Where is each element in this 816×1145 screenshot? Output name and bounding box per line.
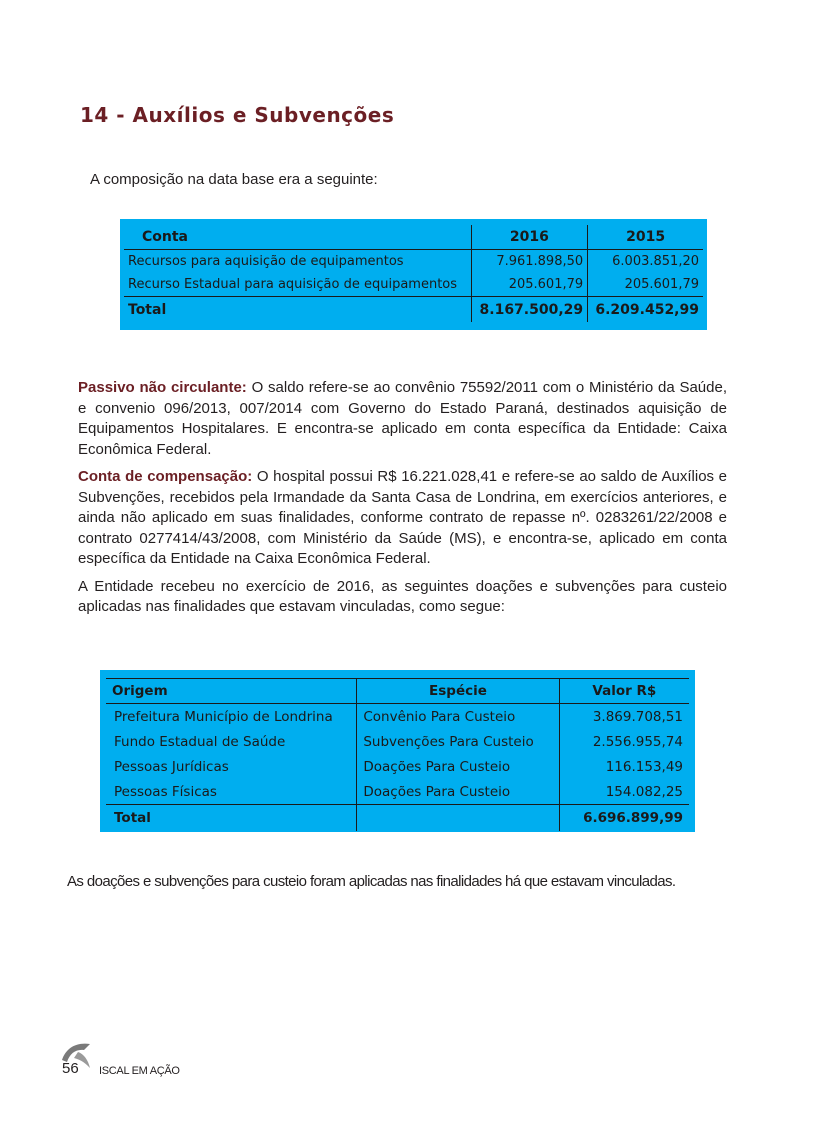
table-cell: 3.869.708,51: [559, 704, 689, 730]
table-cell: Pessoas Jurídicas: [114, 758, 229, 775]
table-cell: 116.153,49: [559, 754, 689, 779]
total-label: Total: [114, 810, 151, 826]
table-cell: Fundo Estadual de Saúde: [114, 733, 286, 750]
paragraph-doacoes: A Entidade recebeu no exercício de 2016, as seguintes doações e subvenções para custeio aplicadas nas finalidades que estavam vinculadas, como segue:: [78, 577, 727, 615]
table-cell: Subvenções Para Custeio: [357, 729, 559, 754]
table-header-row: [124, 225, 703, 250]
table-cell: 205.601,79: [588, 273, 703, 297]
paragraph-passivo: [78, 378, 727, 460]
table-row: [106, 704, 689, 730]
column-header-origem: Origem: [112, 683, 168, 699]
table-row: [124, 250, 703, 274]
table-cell: 7.961.898,50: [471, 250, 588, 274]
column-header-2015: 2015: [588, 225, 703, 250]
page-footer: [60, 1040, 260, 1085]
table-total-row: [124, 297, 703, 323]
table-cell: 6.003.851,20: [588, 250, 703, 274]
donations-table: [100, 670, 695, 832]
column-header-valor: Valor R$: [559, 679, 689, 704]
table-cell: Recurso Estadual para aquisição de equipamentos: [128, 277, 458, 292]
page-number: 56: [62, 1060, 79, 1077]
table-cell: Convênio Para Custeio: [357, 704, 559, 730]
table-row: [106, 779, 689, 805]
table-row: [124, 273, 703, 297]
total-2016: 8.167.500,29: [471, 297, 588, 323]
table-cell: Doações Para Custeio: [357, 754, 559, 779]
column-header-especie: Espécie: [357, 679, 559, 704]
table-row: [106, 754, 689, 779]
total-valor: 6.696.899,99: [559, 805, 689, 832]
paragraph-lead: Passivo não circulante:: [78, 379, 247, 396]
table-cell: 154.082,25: [559, 779, 689, 805]
paragraph-text: O saldo refere-se ao convênio 75592/2011 com o Ministério da Saúde, e convenio 096/2013, 007/2014 com Governo do Estado Paraná, destinados aquisição de Equipamentos Hospitalares. E encontra-se aplicado em conta específica da Entidade: Caixa Econômica Federal.: [78, 379, 727, 458]
body-paragraphs: [78, 378, 727, 625]
closing-text: As doações e subvenções para custeio foram aplicadas nas finalidades há que estavam vinculadas.: [67, 873, 676, 890]
intro-text: A composição na data base era a seguinte:: [90, 171, 378, 188]
total-label: Total: [128, 301, 167, 318]
table-header-row: [106, 679, 689, 704]
table-cell: 2.556.955,74: [559, 729, 689, 754]
total-blank: [357, 805, 559, 832]
total-2015: 6.209.452,99: [588, 297, 703, 323]
accounts-table: [120, 219, 707, 330]
table-cell: Pessoas Físicas: [114, 783, 217, 800]
brand-name: ISCAL EM AÇÃO: [99, 1065, 180, 1077]
section-title: 14 - Auxílios e Subvenções: [80, 103, 395, 127]
table-total-row: [106, 805, 689, 832]
table-row: [106, 729, 689, 754]
paragraph-text: O hospital possui R$ 16.221.028,41 e refere-se ao saldo de Auxílios e Subvenções, recebidos pela Irmandade da Santa Casa de Londrina, em exercícios anteriores, e ainda não aplicado em suas finalidades, conforme contrato de repasse nº. 0283261/22/2008 e contrato 0277414/43/2008, com Ministério da Saúde (MS), e encontra-se, aplicado em conta específica da Entidade na Caixa Econômica Federal.: [78, 468, 728, 567]
column-header-2016: 2016: [471, 225, 588, 250]
table-cell: 205.601,79: [471, 273, 588, 297]
column-header-conta: Conta: [142, 229, 188, 245]
paragraph-lead: Conta de compensação:: [78, 468, 253, 485]
table-cell: Prefeitura Município de Londrina: [114, 708, 333, 725]
table-cell: Doações Para Custeio: [357, 779, 559, 805]
paragraph-compensacao: [78, 467, 727, 570]
table-cell: Recursos para aquisição de equipamentos: [128, 254, 404, 269]
